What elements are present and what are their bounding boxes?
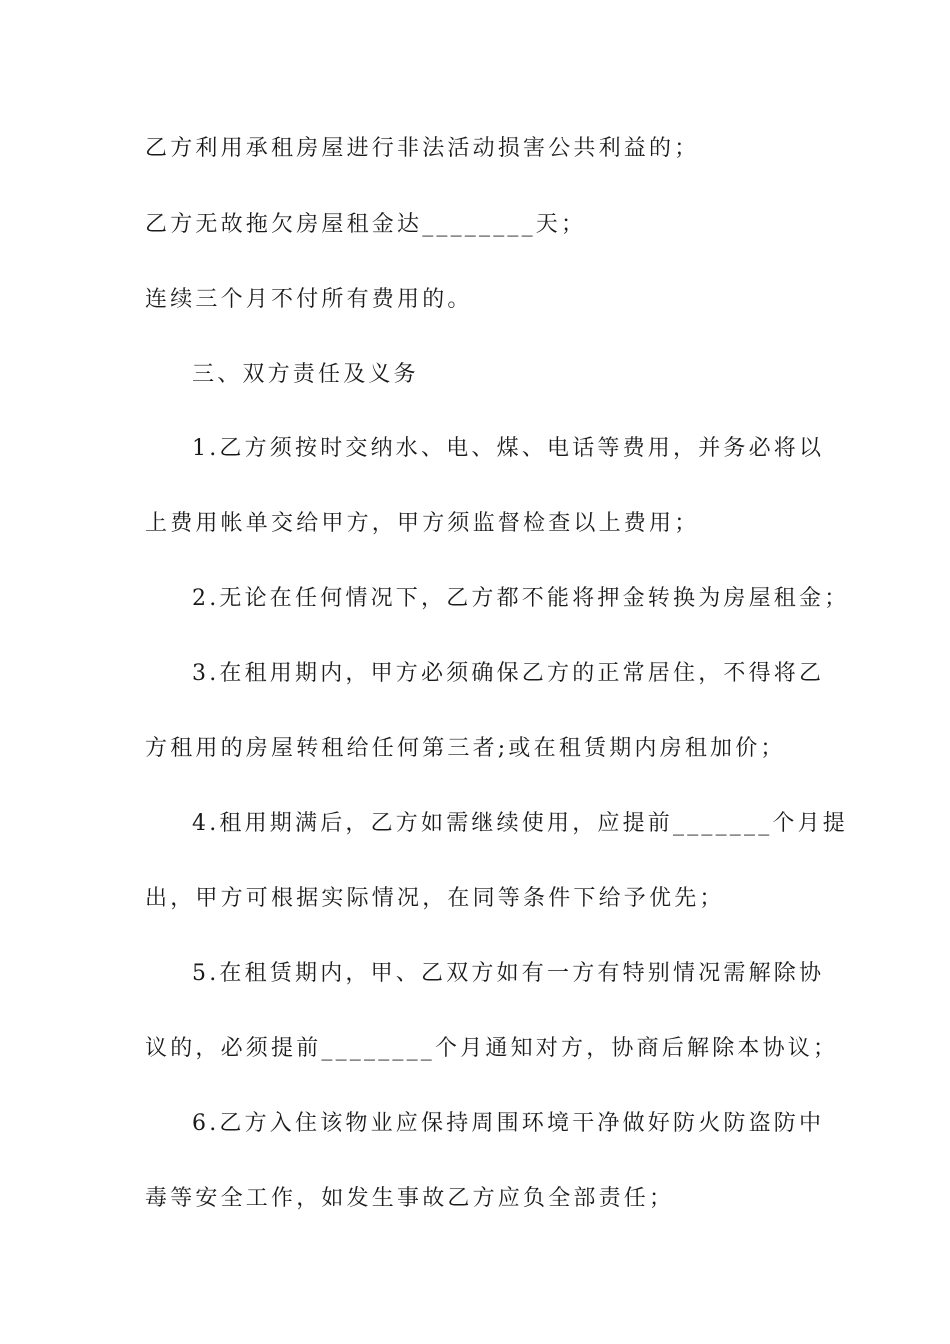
item-1-line-2: 上费用帐单交给甲方，甲方须监督检查以上费用；: [145, 511, 700, 536]
item-3-line-1: 3.在租用期内，甲方必须确保乙方的正常居住，不得将乙: [192, 661, 825, 686]
item-6-line-2: 毒等安全工作，如发生事故乙方应负全部责任；: [145, 1186, 675, 1211]
clause-illegal-activity: 乙方利用承租房屋进行非法活动损害公共利益的；: [145, 136, 700, 161]
item-4-line-1: 4.租用期满后，乙方如需继续使用，应提前_______个月提: [192, 811, 848, 836]
item-2: 2.无论在任何情况下，乙方都不能将押金转换为房屋租金；: [192, 586, 850, 611]
item-1-line-1: 1.乙方须按时交纳水、电、煤、电话等费用，并务必将以: [192, 436, 825, 461]
item-6-line-1: 6.乙方入住该物业应保持周围环境干净做好防火防盗防中: [192, 1111, 825, 1136]
clause-unpaid-fees: 连续三个月不付所有费用的。: [145, 287, 473, 312]
section-heading-responsibilities: 三、双方责任及义务: [192, 362, 419, 387]
item-3-line-2: 方租用的房屋转租给任何第三者;或在租赁期内房租加价；: [145, 736, 786, 761]
item-5-line-2: 议的，必须提前________个月通知对方，协商后解除本协议；: [145, 1036, 839, 1061]
item-4-line-2: 出，甲方可根据实际情况，在同等条件下给予优先；: [145, 886, 725, 911]
clause-rent-arrears: 乙方无故拖欠房屋租金达________天；: [145, 212, 587, 237]
item-5-line-1: 5.在租赁期内，甲、乙双方如有一方有特别情况需解除协: [192, 961, 825, 986]
